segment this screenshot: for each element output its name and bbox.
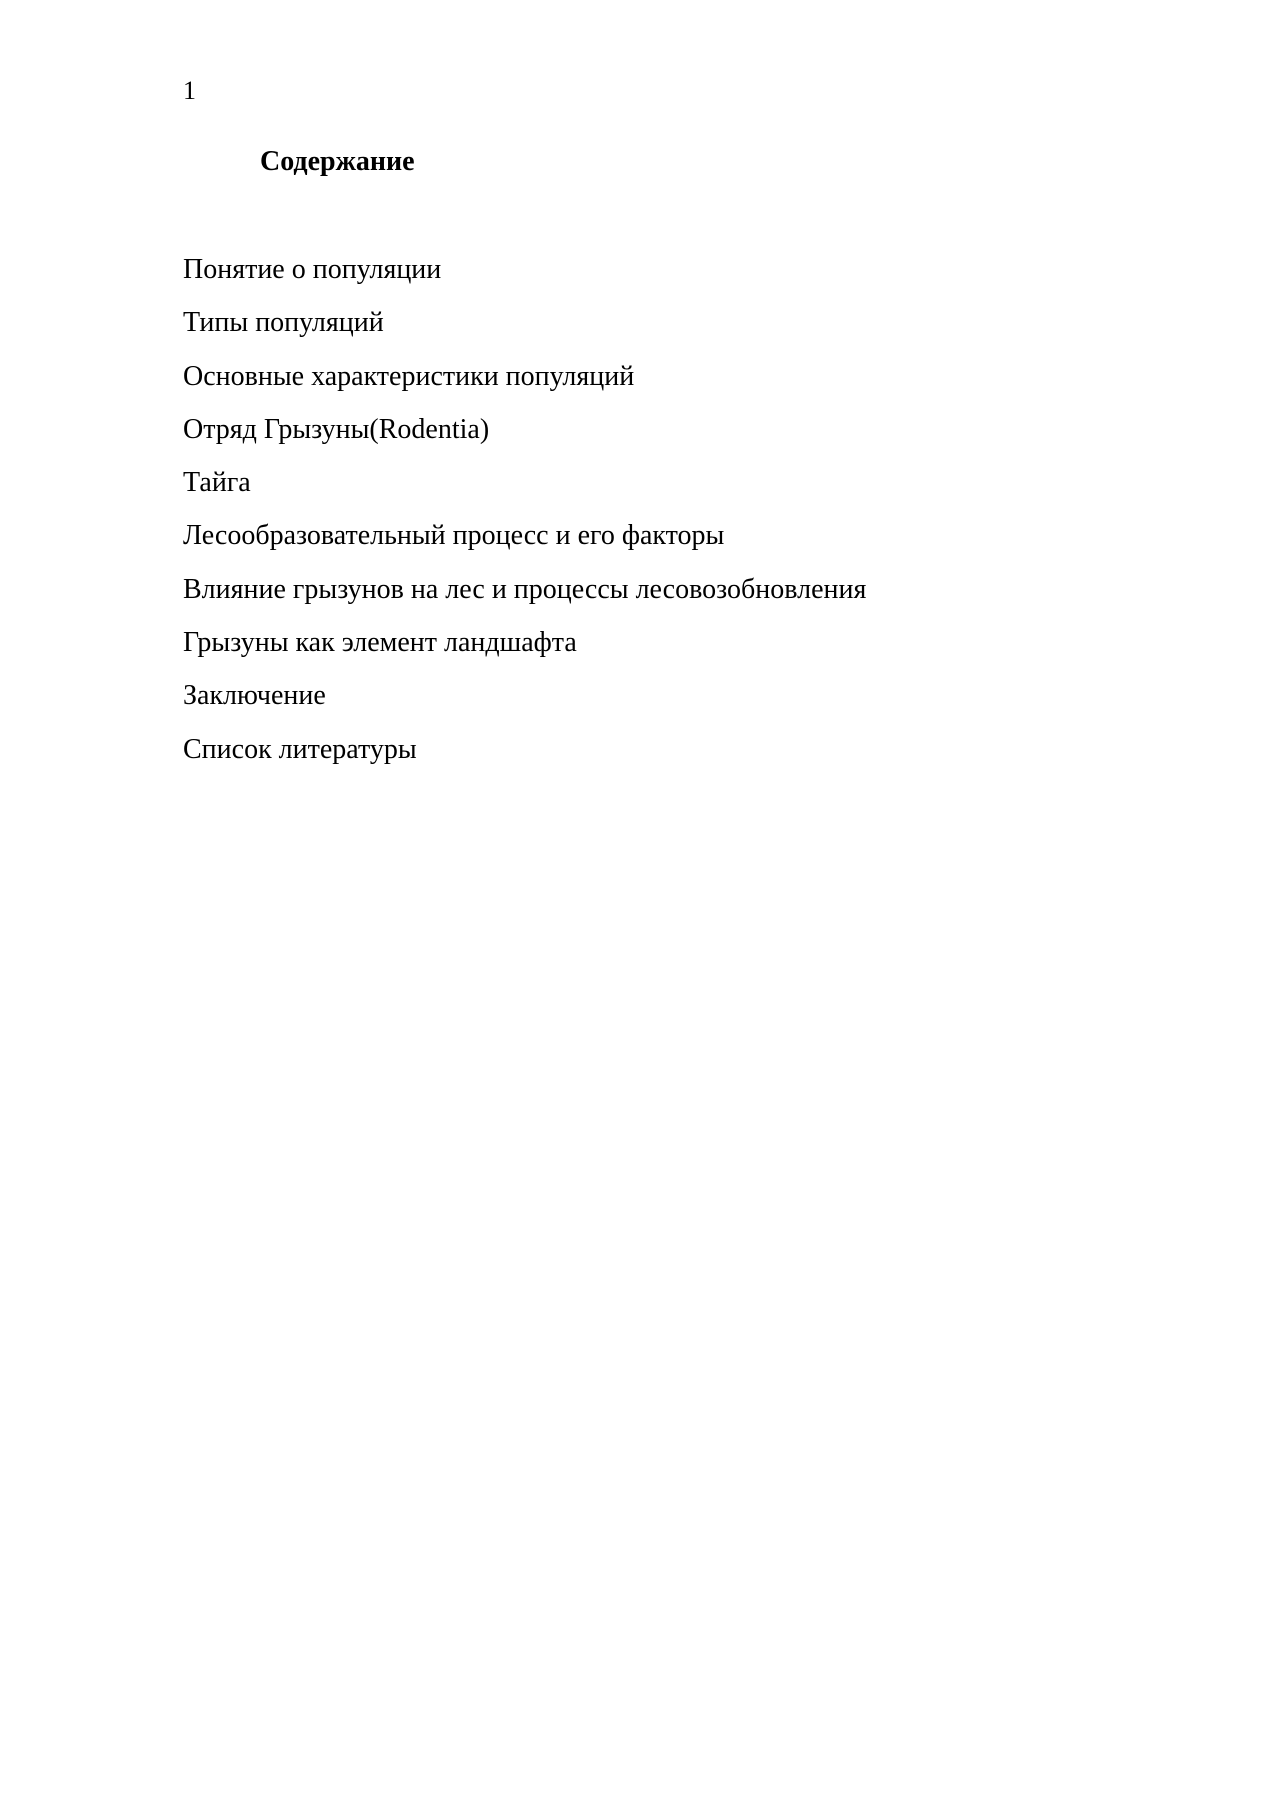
toc-item: Тайга <box>183 467 251 499</box>
page-number: 1 <box>183 76 196 105</box>
toc-heading: Содержание <box>260 146 415 177</box>
toc-item: Типы популяций <box>183 307 384 339</box>
toc-item: Список литературы <box>183 733 417 765</box>
toc-item: Понятие о популяции <box>183 254 442 285</box>
toc-item: Отряд Грызуны(Rodentia) <box>183 413 490 445</box>
toc-item: Лесообразовательный процесс и его факторы <box>183 520 725 552</box>
toc-item: Основные характеристики популяций <box>183 360 635 392</box>
toc-list <box>183 252 866 785</box>
toc-item: Заключение <box>183 680 326 712</box>
toc-item: Влияние грызунов на лес и процессы лесовозобновления <box>183 573 867 605</box>
toc-item: Грызуны как элемент ландшафта <box>183 627 577 659</box>
